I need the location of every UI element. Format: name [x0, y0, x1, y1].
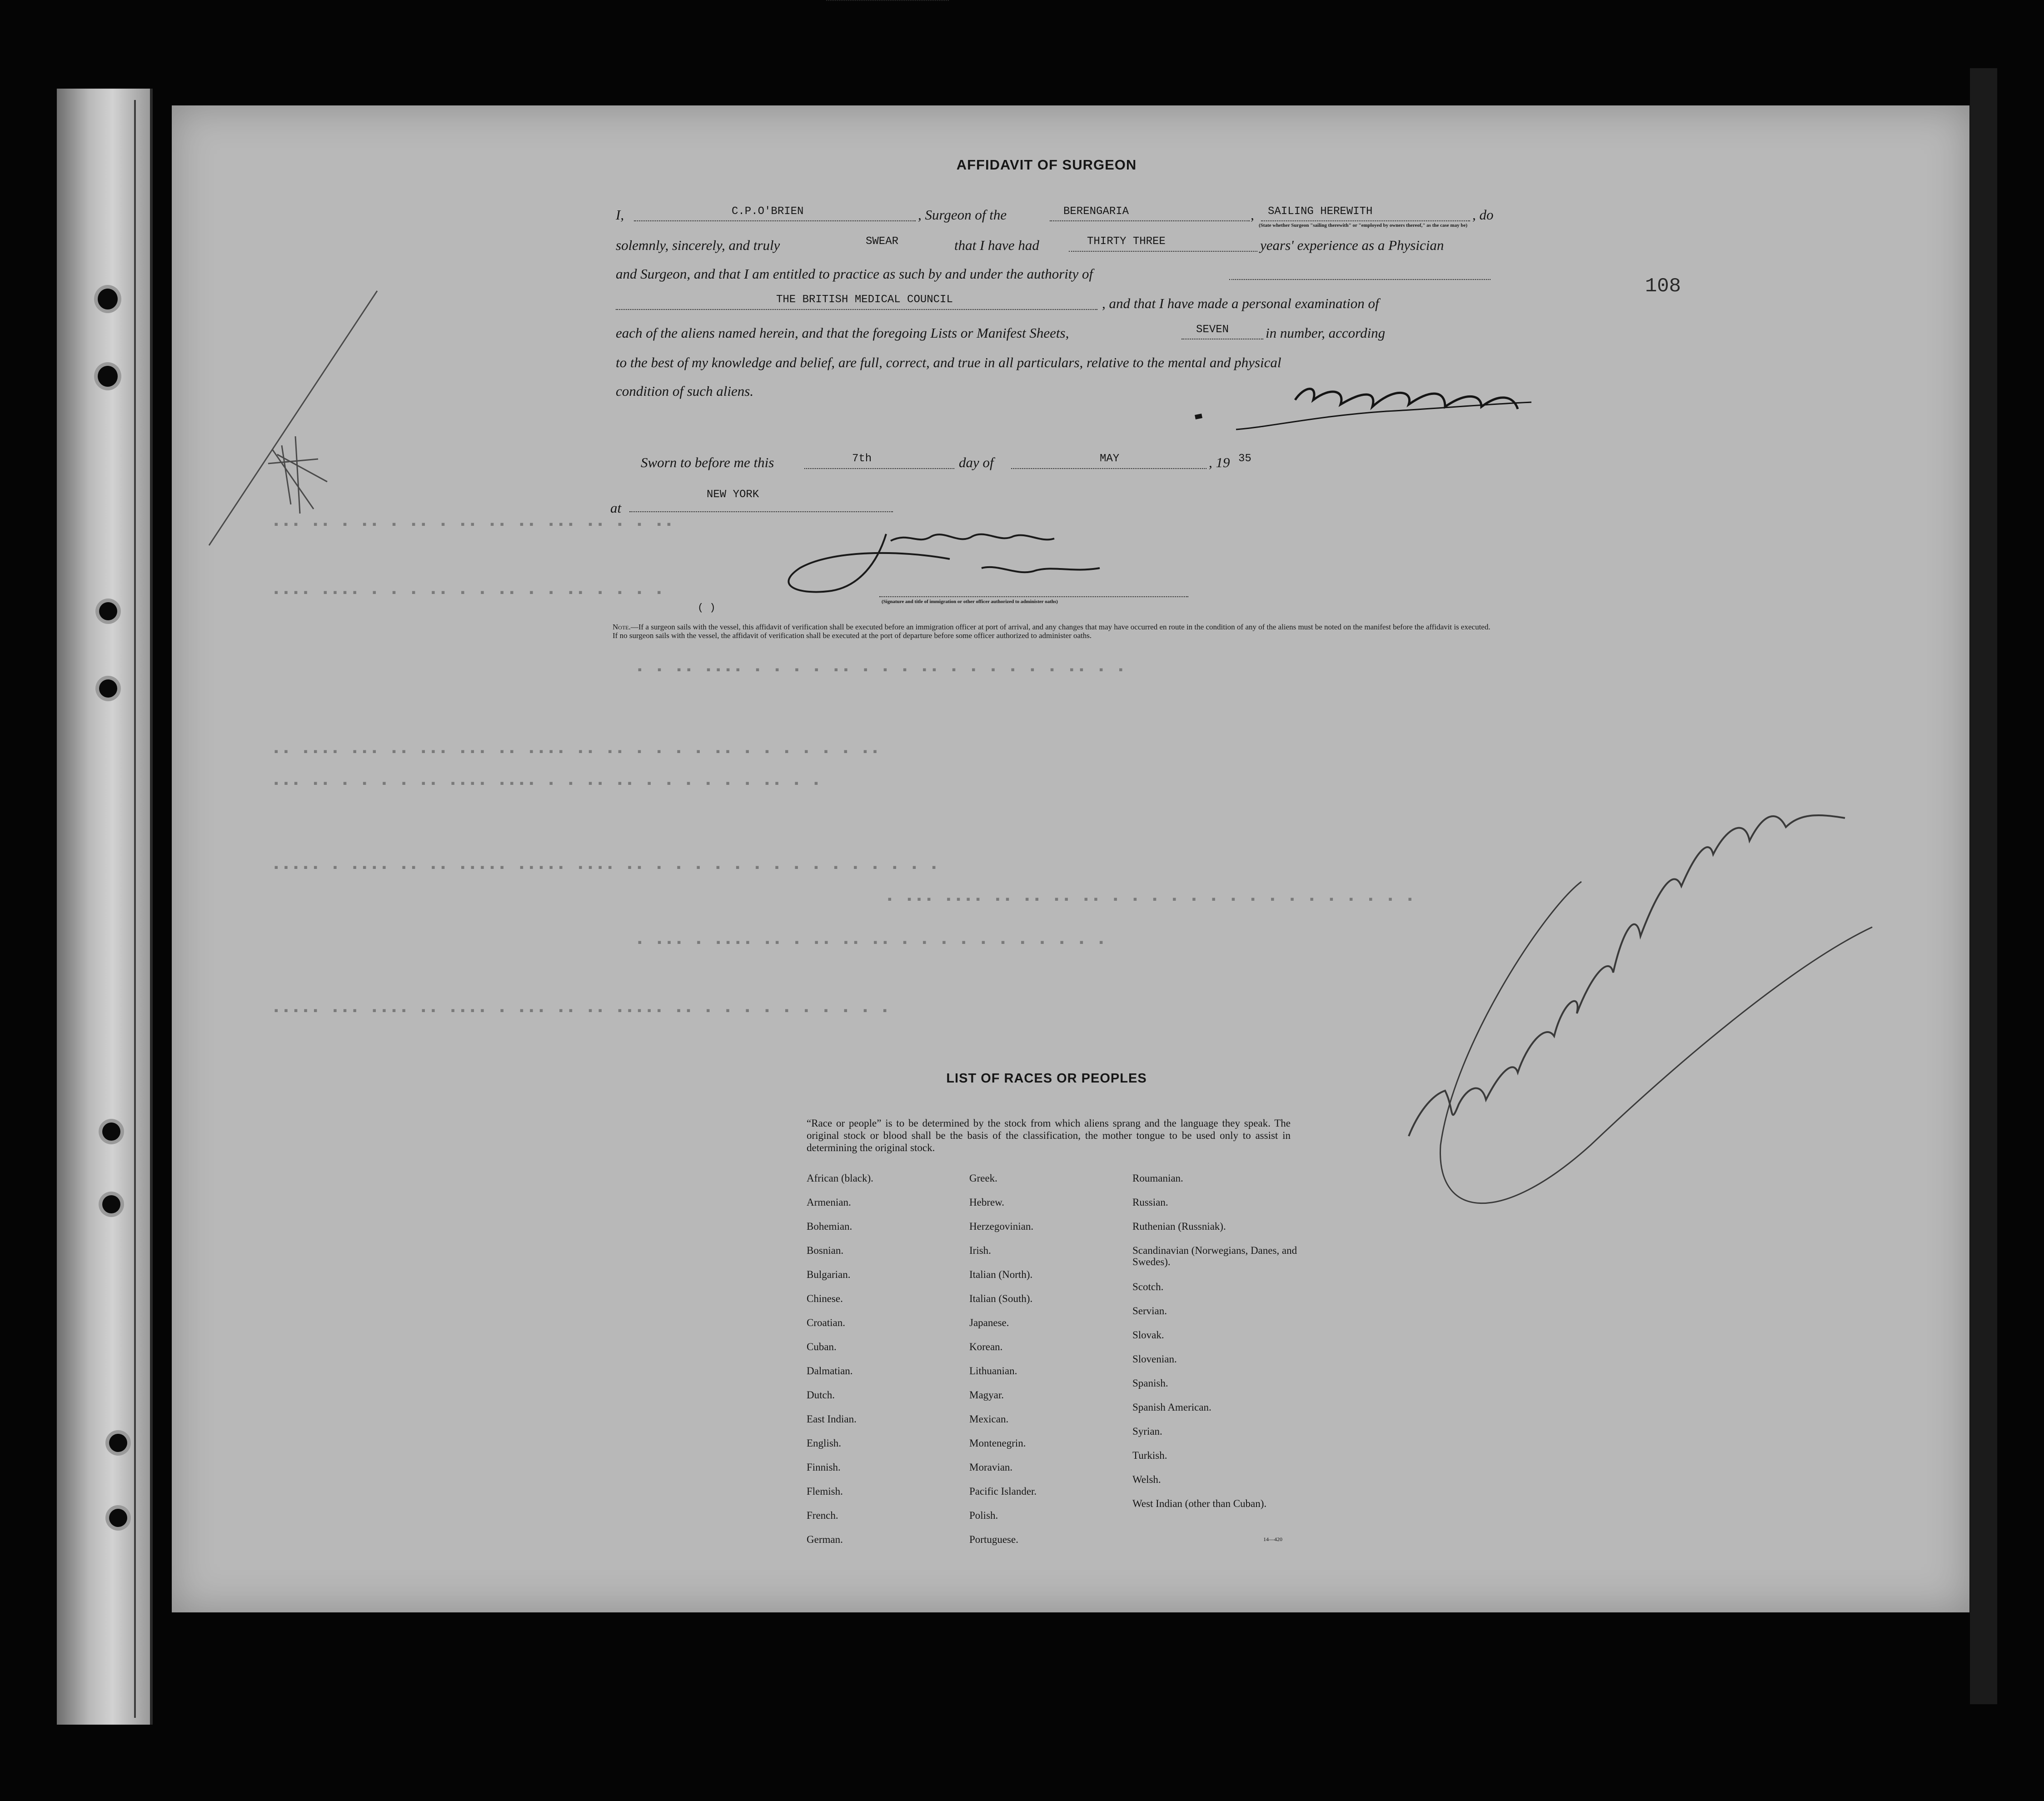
form-number: 14—420 — [1263, 1536, 1282, 1542]
race-list-item: Flemish. — [807, 1486, 843, 1497]
race-list-item: East Indian. — [807, 1413, 857, 1425]
race-list-item: Moravian. — [969, 1462, 1013, 1473]
race-list-item: Pacific Islander. — [969, 1486, 1037, 1497]
and-that-text: , and that I have made a personal examination of — [1102, 295, 1379, 311]
race-list-item: Korean. — [969, 1341, 1003, 1352]
and-surgeon-text: and Surgeon, and that I am entitled to practice as such by and under the authority of — [616, 266, 1093, 282]
affidavit-i: I, — [616, 207, 624, 223]
sworn-year: 35 — [1238, 453, 1251, 465]
race-list-item: Finnish. — [807, 1462, 841, 1473]
race-list-item: Armenian. — [807, 1197, 851, 1208]
that-i-have-had-text: that I have had — [954, 237, 1039, 253]
year-prefix: , 19 — [1209, 454, 1230, 470]
sailing-status: SAILING HEREWITH — [1268, 205, 1373, 218]
sworn-place: NEW YORK — [707, 489, 759, 501]
years-experience-text: years' experience as a Physician — [1260, 237, 1444, 253]
race-list-item: Scandinavian (Norwegians, Danes, and Swedes). — [1132, 1245, 1297, 1267]
ship-name: BERENGARIA — [1063, 205, 1129, 218]
race-list-item: English. — [807, 1437, 842, 1449]
race-list-item: Mexican. — [969, 1413, 1009, 1425]
race-list-item: Dalmatian. — [807, 1365, 853, 1377]
surgeon-signature — [1195, 389, 1531, 429]
race-list-item: Japanese. — [969, 1317, 1009, 1328]
race-list-item: Polish. — [969, 1510, 998, 1521]
day-of-text: day of — [959, 454, 994, 470]
note-label: Note. — [613, 623, 631, 631]
race-list-item: West Indian (other than Cuban). — [1132, 1498, 1267, 1509]
race-list-item: Italian (South). — [969, 1293, 1033, 1304]
sworn-month: MAY — [1100, 453, 1120, 465]
bleed-through-row: ▪▪▪ ▪▪ ▪ ▪ ▪ ▪ ▪▪ ▪▪▪▪ ▪▪▪▪ ▪ ▪ ▪▪ ▪▪ ▪ ▪ ▪ ▪ ▪ ▪ ▪▪ ▪ ▪ — [273, 777, 823, 791]
bleed-through-row: ▪▪ ▪▪▪▪ ▪▪▪ ▪▪ ▪▪▪ ▪▪▪ ▪▪ ▪▪▪▪ ▪▪ ▪▪ ▪ ▪ ▪ ▪ ▪▪ ▪ ▪ ▪ ▪ ▪ ▪ ▪▪ — [273, 745, 882, 759]
race-list-item: Irish. — [969, 1245, 991, 1256]
race-list-item: Dutch. — [807, 1389, 835, 1401]
race-list-item: Greek. — [969, 1172, 997, 1184]
affidavit-title: AFFIDAVIT OF SURGEON — [956, 157, 1137, 173]
officer-signature — [788, 534, 1100, 592]
race-list-item: Hebrew. — [969, 1197, 1005, 1208]
page-number: 108 — [1645, 275, 1681, 298]
race-list-item: Bohemian. — [807, 1221, 852, 1232]
race-list-item: Croatian. — [807, 1317, 845, 1328]
race-list-item: Cuban. — [807, 1341, 837, 1352]
in-number-text: in number, according — [1266, 325, 1386, 341]
swear-value: SWEAR — [866, 235, 899, 248]
race-list-item: Bulgarian. — [807, 1269, 851, 1280]
bleed-through-row: ▪▪▪ ▪▪ ▪ ▪▪ ▪ ▪▪ ▪ ▪▪ ▪▪ ▪▪ ▪▪▪ ▪▪ ▪ ▪ ▪▪ — [273, 518, 675, 532]
pencil-scribble — [209, 291, 377, 545]
race-list-item: Welsh. — [1132, 1474, 1161, 1485]
sworn-day: 7th — [852, 453, 872, 465]
each-of-aliens-text: each of the aliens named herein, and that the foregoing Lists or Manifest Sheets, — [616, 325, 1069, 341]
surgeon-of-the-text: , Surgeon of the — [918, 207, 1007, 223]
note-line-2: If no surgeon sails with the vessel, the affidavit of verification shall be executed at the port of departure before some officer authorized to administer oaths. — [613, 631, 1092, 640]
race-list-item: Russian. — [1132, 1197, 1168, 1208]
race-list-item: Slovenian. — [1132, 1353, 1177, 1365]
years-value: THIRTY THREE — [1087, 235, 1166, 248]
at-text: at — [610, 500, 622, 516]
bleed-through-row: ▪ ▪▪▪ ▪▪▪▪ ▪▪ ▪▪ ▪▪ ▪▪ ▪ ▪ ▪ ▪ ▪ ▪ ▪ ▪ ▪ ▪ ▪ ▪ ▪ ▪ ▪ ▪ — [886, 893, 1416, 907]
solemnly-text: solemnly, sincerely, and truly — [616, 237, 780, 253]
bleed-through-row: ▪▪▪▪▪ ▪▪▪ ▪▪▪▪ ▪▪ ▪▪▪▪ ▪ ▪▪▪ ▪▪ ▪▪ ▪▪▪▪▪ ▪▪ ▪ ▪ ▪ ▪ ▪ ▪ ▪ ▪ ▪ ▪ — [273, 1004, 891, 1018]
race-list-item: Spanish American. — [1132, 1402, 1211, 1413]
condition-text: condition of such aliens. — [616, 383, 754, 399]
officer-caption: (Signature and title of immigration or other officer authorized to administer oaths) — [882, 599, 1058, 604]
to-the-best-text: to the best of my knowledge and belief, are full, correct, and true in all particulars, relative to the mental and physical — [616, 354, 1281, 370]
note-line-1: —If a surgeon sails with the vessel, this affidavit of verification shall be executed before an immigration officer at port of arrival, and any changes that may have occurred en route in the condition of any of the aliens must be noted on the manifest before the affidavit is executed. — [630, 623, 1491, 631]
surgeon-name: C.P.O'BRIEN — [732, 205, 804, 218]
race-list-item: Lithuanian. — [969, 1365, 1017, 1377]
sheets-value: SEVEN — [1196, 324, 1229, 336]
race-list-item: Scotch. — [1132, 1281, 1164, 1292]
race-list-item: Chinese. — [807, 1293, 843, 1304]
race-list-item: Bosnian. — [807, 1245, 844, 1256]
incomplete-annotation — [1409, 815, 1872, 1203]
race-list-item: French. — [807, 1510, 838, 1521]
parenthesis-mark: ( ) — [698, 602, 716, 614]
race-list-item: Magyar. — [969, 1389, 1004, 1401]
race-list-item: Syrian. — [1132, 1426, 1162, 1437]
race-list-item: Portuguese. — [969, 1534, 1018, 1545]
state-note: (State whether Surgeon "sailing therewith" or "employed by owners thereof," as the case may be) — [1259, 223, 1467, 228]
race-list-item: Italian (North). — [969, 1269, 1033, 1280]
race-list-item: Herzegovinian. — [969, 1221, 1034, 1232]
race-list-item: Spanish. — [1132, 1377, 1168, 1389]
do-text: , do — [1472, 207, 1494, 223]
races-title: LIST OF RACES OR PEOPLES — [946, 1071, 1147, 1086]
bleed-through-row: ▪▪▪▪▪ ▪ ▪▪▪▪ ▪▪ ▪▪ ▪▪▪▪▪ ▪▪▪▪▪ ▪▪▪▪ ▪▪ ▪ ▪ ▪ ▪ ▪ ▪ ▪ ▪ ▪ ▪ ▪ ▪ ▪ ▪ ▪ — [273, 861, 940, 875]
authority-value: THE BRITISH MEDICAL COUNCIL — [776, 294, 953, 306]
race-list-item: Montenegrin. — [969, 1437, 1026, 1449]
sworn-text: Sworn to before me this — [641, 454, 774, 470]
bleed-through-row: ▪ ▪▪▪ ▪ ▪▪▪▪ ▪▪ ▪ ▪▪ ▪▪ ▪▪ ▪ ▪ ▪ ▪ ▪ ▪ ▪ ▪ ▪ ▪ ▪ — [636, 936, 1107, 950]
bleed-through-row: ▪▪▪▪ ▪▪▪▪ ▪ ▪ ▪ ▪▪ ▪ ▪ ▪▪ ▪ ▪ ▪▪ ▪ ▪ ▪ ▪ — [273, 586, 666, 600]
race-list-item: Roumanian. — [1132, 1172, 1183, 1184]
bleed-through-row: ▪ ▪ ▪▪ ▪▪▪▪ ▪ ▪ ▪ ▪ ▪▪ ▪ ▪ ▪ ▪▪ ▪ ▪ ▪ ▪ ▪ ▪ ▪▪ ▪ ▪ — [636, 664, 1127, 677]
race-list-item: African (black). — [807, 1172, 873, 1184]
race-list-item: Slovak. — [1132, 1329, 1164, 1341]
races-intro: “Race or people” is to be determined by the stock from which aliens sprang and the language they speak. The original stock or blood shall be the basis of the classification, the mother tongue to be used only to assist in determining the original stock. — [807, 1118, 1291, 1153]
race-list-item: Servian. — [1132, 1305, 1167, 1317]
race-list-item: German. — [807, 1534, 843, 1545]
race-list-item: Ruthenian (Russniak). — [1132, 1221, 1226, 1232]
race-list-item: Turkish. — [1132, 1450, 1167, 1461]
